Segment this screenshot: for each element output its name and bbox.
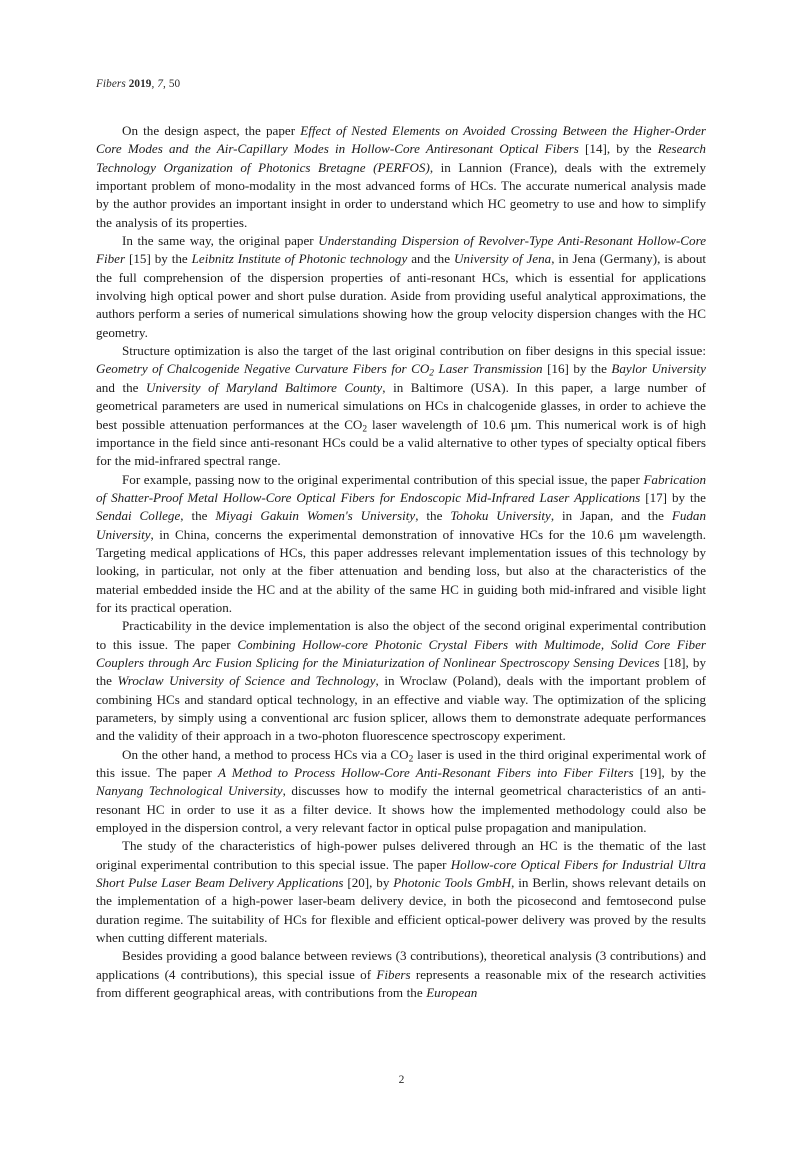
page-number: 2 <box>398 1074 405 1086</box>
body-paragraph <box>96 232 706 342</box>
italic-title-run: Tohoku University <box>450 508 551 524</box>
text-run: Besides providing a good balance between reviews (3 contributions), theoretical analysis (3 contributions) and applications (4 contributions), this special issue of <box>96 948 706 982</box>
italic-title-run: Understanding Dispersion of Revolver-Type Anti-Resonant Hollow-Core Fiber <box>96 233 707 267</box>
italic-title-run: Hollow-core Optical Fibers for Industrial Ultra Short Pulse Laser Beam Delivery Applications <box>96 856 706 891</box>
body-paragraph <box>96 122 706 232</box>
text-run: [15] by the <box>125 251 192 267</box>
text-run: , the <box>180 508 216 524</box>
text-run: [16] by the <box>542 361 612 377</box>
running-head-volume: 7 <box>157 78 164 90</box>
italic-title-run: Research Technology Organization of Photonics Bretagne (PERFOS) <box>96 141 706 175</box>
text-run: , in Jena (Germany), is about the full comprehension of the dispersion properties of anti-resonant HCs, which is essential for applications involving high optical power and short pulse duration. Aside from providing useful analytical approximations, the authors perform a series of numerical simulations showing how the group velocity dispersion changes with the HC geometry. <box>96 251 707 340</box>
italic-title-run: Fabrication of Shatter-Proof Metal Hollow-Core Optical Fibers for Endoscopic Mid-Infrared Laser Applications <box>96 471 706 505</box>
text-run: , in Japan, and the <box>550 508 672 524</box>
italic-title-run: Laser Transmission <box>434 361 543 377</box>
text-run: [17] by the <box>640 489 706 505</box>
body-paragraph <box>96 947 706 1002</box>
italic-title-run: Effect of Nested Elements on Avoided Crossing Between the Higher-Order Core Modes and the Air-Capillary Modes in Hollow-Core Antiresonant Optical Fibers <box>96 123 706 157</box>
text-run: , in Baltimore (USA). In this paper, a large number of geometrical parameters are used in numerical simulations on HCs in chalcogenide glasses, in order to achieve the best possible attenuation performances at the CO <box>96 379 706 432</box>
italic-title-run: University of Jena <box>453 251 552 267</box>
text-run: [18], by the <box>96 654 706 689</box>
italic-title-run: Wroclaw University of Science and Technology <box>117 673 376 689</box>
text-run: Practicability in the device implementation is also the object of the second original experimental contribution to this issue. The paper <box>96 618 706 652</box>
text-run: , in China, concerns the experimental demonstration of innovative HCs for the 10.6 µm wavelength. Targeting medical applications of HCs, this paper addresses relevant implementation issues of this technology by looking, in particular, not only at the fiber attenuation and bending loss, but also at the characteristics of the material embedded inside the HC and at the ability of the same HC in guiding both mid-infrared and visible light for its practical operation. <box>96 526 706 615</box>
running-head-comma-2: , <box>163 78 166 90</box>
body-paragraph <box>96 617 706 745</box>
text-run: For example, passing now to the original experimental contribution of this special issue, the paper <box>122 471 644 487</box>
running-head-article: 50 <box>168 78 181 90</box>
text-run: [19], by the <box>633 765 706 781</box>
italic-title-run: Combining Hollow-core Photonic Crystal Fibers with Multimode, Solid Core Fiber Couplers through Arc Fusion Splicing for the Miniaturization of Nonlinear Spectroscopy Sensing Devices <box>96 636 706 670</box>
running-head <box>96 78 180 90</box>
body-paragraph <box>96 837 706 947</box>
text-run: , in Lannion (France), deals with the extremely important problem of mono-modality in the most advanced forms of HCs. The accurate numerical analysis made by the author provides an important insight in order to understand which HC geometry to use and how to simplify the analysis of its properties. <box>96 159 706 230</box>
italic-subscript-run: 2 <box>429 369 434 380</box>
italic-title-run: Fudan University <box>96 508 707 542</box>
italic-title-run: European <box>426 985 478 1001</box>
text-run: , the <box>415 508 451 524</box>
body-paragraph <box>96 746 706 838</box>
body-paragraph <box>96 471 706 618</box>
body-paragraph <box>96 342 706 470</box>
italic-title-run: Nanyang Technological University <box>96 783 283 799</box>
text-run: Structure optimization is also the target of the last original contribution on fiber designs in this special issue: <box>122 343 706 359</box>
body-text-column <box>96 122 706 1003</box>
subscript-run: 2 <box>408 754 414 765</box>
italic-title-run: Leibnitz Institute of Photonic technology <box>191 251 408 267</box>
text-run: On the other hand, a method to process HCs via a CO <box>122 746 409 762</box>
text-run: laser is used in the third original experimental work of this issue. The paper <box>96 746 706 781</box>
text-run: and the <box>96 379 146 395</box>
italic-title-run: Photonic Tools GmbH <box>393 875 512 891</box>
italic-title-run: University of Maryland Baltimore County <box>146 379 383 395</box>
italic-title-run: A Method to Process Hollow-Core Anti-Resonant Fibers into Fiber Filters <box>217 765 634 781</box>
text-run: The study of the characteristics of high-power pulses delivered through an HC is the thematic of the last original experimental contribution to this special issue. The paper <box>96 838 706 872</box>
text-run: , in Wroclaw (Poland), deals with the important problem of combining HCs and standard optical technology, in an effective and viable way. The optimization of the splicing parameters, by simply using a conventional arc fusion splicer, allows them to demonstrate adequate performances and the validity of their approach in a two-photon fluorescence spectroscopy experiment. <box>96 673 706 744</box>
running-head-comma-1: , <box>151 78 155 90</box>
italic-title-run: Sendai College <box>96 508 181 524</box>
running-head-year: 2019 <box>128 78 152 90</box>
text-run: [14], by the <box>578 141 658 157</box>
text-run: represents a reasonable mix of the research activities from different geographical areas, with contributions from the <box>96 966 706 1001</box>
text-run: [20], by <box>343 875 394 891</box>
running-head-journal: Fibers <box>96 78 126 90</box>
italic-title-run: Fibers <box>376 966 411 982</box>
italic-title-run: Miyagi Gakuin Women's University <box>215 508 416 524</box>
italic-title-run: Baylor University <box>611 361 706 377</box>
italic-title-run: Geometry of Chalcogenide Negative Curvature Fibers for CO <box>96 361 430 377</box>
text-run: and the <box>407 251 454 267</box>
text-run: On the design aspect, the paper <box>122 123 301 138</box>
text-run: , in Berlin, shows relevant details on the implementation of a high-power laser-beam delivery device, in both the picosecond and femtosecond pulse duration regime. The suitability of HCs for flexible and efficient optical-power delivery was proved by the results when cutting different materials. <box>96 875 706 946</box>
text-run: In the same way, the original paper <box>122 233 319 249</box>
text-run: laser wavelength of 10.6 µm. This numerical work is of high importance in the field since anti-resonant HCs could be a valid alternative to other types of specialty optical fibers for the mid-infrared spectral range. <box>96 416 707 469</box>
text-run: , discusses how to modify the internal geometrical characteristics of an anti-resonant HC in order to use it as a filter device. It shows how the implemented methodology could also be employed in the dispersion control, a very relevant factor in optical pulse propagation and manipulation. <box>96 783 706 836</box>
subscript-run: 2 <box>362 424 368 435</box>
